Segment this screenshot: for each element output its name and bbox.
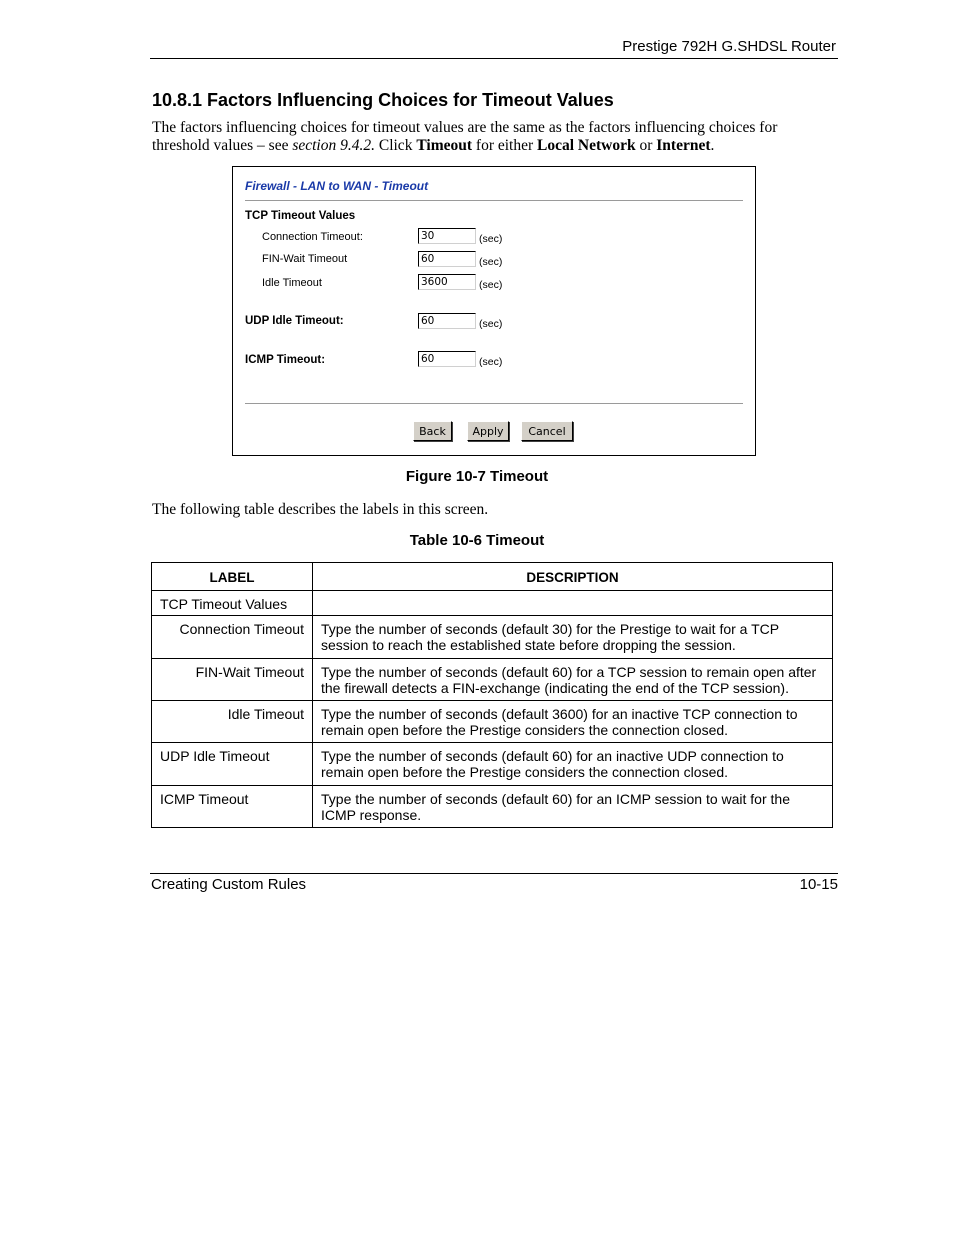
table-row	[152, 786, 833, 828]
para-text-4: or	[635, 137, 657, 154]
apply-button[interactable]: Apply	[467, 421, 509, 441]
table-row	[152, 701, 833, 743]
timeout-screen-figure	[232, 166, 756, 456]
table-header-row	[152, 563, 833, 591]
finwait-timeout-label: FIN-Wait Timeout	[262, 253, 348, 265]
table-row	[152, 743, 833, 786]
tcp-group-label: TCP Timeout Values	[245, 210, 356, 222]
para-text-5: .	[710, 137, 715, 154]
label-column-header: LABEL	[152, 563, 313, 591]
header-title: Prestige 792H G.SHDSL Router	[622, 38, 836, 55]
row-label: UDP Idle Timeout	[152, 743, 313, 786]
footer-page-number: 10-15	[799, 876, 838, 893]
row-description: Type the number of seconds (default 60) for an inactive UDP connection to remain open before the Prestige considers the connection closed.	[313, 743, 833, 786]
table-row	[152, 591, 833, 616]
row-description: Type the number of seconds (default 60) for an ICMP session to wait for the ICMP response.	[313, 786, 833, 828]
back-button[interactable]: Back	[413, 421, 452, 441]
table-row	[152, 616, 833, 659]
row-description: Type the number of seconds (default 30) for the Prestige to wait for a TCP session to reach the established state before dropping the session.	[313, 616, 833, 659]
row-label: FIN-Wait Timeout	[152, 659, 313, 701]
button-divider	[245, 403, 743, 405]
timeout-description-table	[151, 562, 833, 828]
row-description	[313, 591, 833, 616]
connection-timeout-label: Connection Timeout:	[262, 231, 363, 243]
finwait-unit: (sec)	[479, 256, 503, 268]
row-label: Idle Timeout	[152, 701, 313, 743]
screen-title: Firewall - LAN to WAN - Timeout	[245, 179, 429, 193]
local-network-term: Local Network	[537, 137, 636, 154]
description-column-header: DESCRIPTION	[313, 563, 833, 591]
connection-unit: (sec)	[479, 233, 503, 245]
finwait-timeout-input[interactable]	[418, 251, 476, 267]
idle-timeout-input[interactable]	[418, 274, 476, 290]
icmp-timeout-label: ICMP Timeout:	[245, 354, 326, 366]
row-description: Type the number of seconds (default 3600) for an inactive TCP connection to remain open before the Prestige considers the connection closed.	[313, 701, 833, 743]
udp-unit: (sec)	[479, 318, 503, 330]
internet-term: Internet	[656, 137, 711, 154]
para-text-2: Click	[374, 137, 417, 154]
table-caption: Table 10-6 Timeout	[409, 532, 545, 549]
section-heading: 10.8.1 Factors Influencing Choices for Timeout Values	[152, 90, 614, 110]
para-text-3: for either	[472, 137, 538, 154]
row-description: Type the number of seconds (default 60) for a TCP session to remain open after the firewall detects a FIN-exchange (indicating the end of the TCP session).	[313, 659, 833, 701]
udp-idle-timeout-label: UDP Idle Timeout:	[245, 315, 344, 327]
row-label: Connection Timeout	[152, 616, 313, 659]
connection-timeout-input[interactable]	[418, 228, 476, 244]
icmp-timeout-input[interactable]	[418, 351, 476, 367]
timeout-term: Timeout	[416, 137, 473, 154]
idle-timeout-label: Idle Timeout	[262, 277, 322, 289]
page-footer	[150, 873, 838, 898]
row-label: TCP Timeout Values	[152, 591, 313, 616]
idle-unit: (sec)	[479, 279, 503, 291]
page-header	[150, 36, 838, 59]
udp-idle-timeout-input[interactable]	[418, 313, 476, 329]
row-label: ICMP Timeout	[152, 786, 313, 828]
footer-chapter: Creating Custom Rules	[151, 876, 307, 893]
intro-paragraph	[152, 119, 812, 155]
icmp-unit: (sec)	[479, 356, 503, 368]
para-text-1: The factors influencing choices for timeout values are the same as the factors influencing choices for threshold values – see	[152, 119, 778, 154]
title-divider	[245, 200, 743, 202]
figure-caption: Figure 10-7 Timeout	[405, 468, 549, 485]
table-intro: The following table describes the labels in this screen.	[152, 501, 489, 518]
table-row	[152, 659, 833, 701]
section-reference: section 9.4.2.	[292, 137, 375, 154]
cancel-button[interactable]: Cancel	[521, 421, 573, 441]
